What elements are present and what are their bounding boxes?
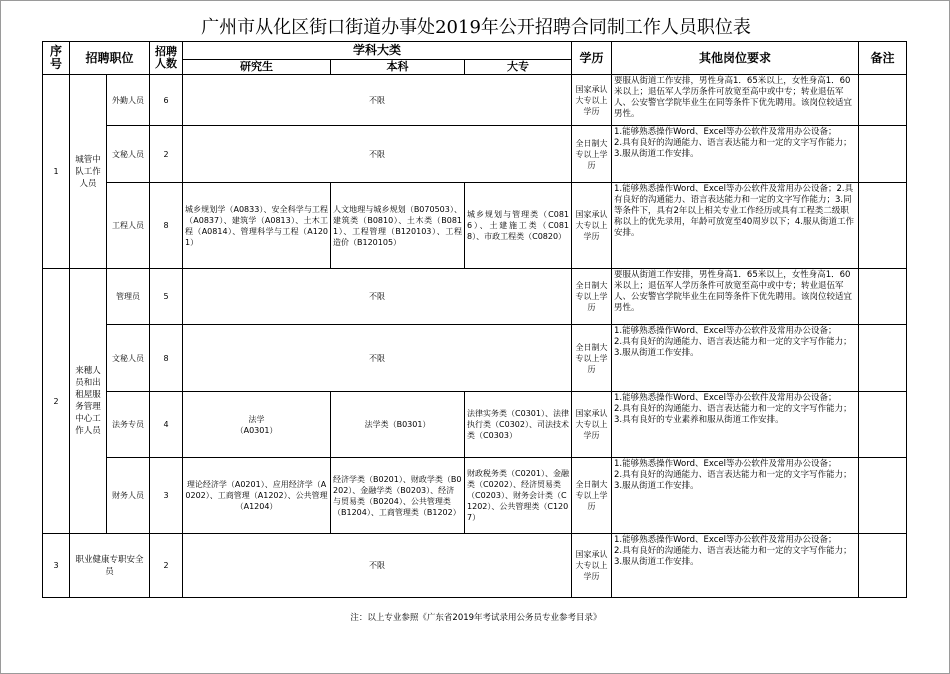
position-name: 外勤人员 xyxy=(107,75,150,126)
education-cell: 全日制大专以上学历 xyxy=(572,269,612,325)
requirements-cell: 1.能够熟悉操作Word、Excel等办公软件及常用办公设备； 2.具有良好的沟通能力、语言表达能力和一定的文字写作能力； 3.具有良好的专业素养和服从街道工作安排。 xyxy=(612,392,859,458)
position-count: 6 xyxy=(150,75,183,126)
header-requirements: 其他岗位要求 xyxy=(612,42,859,75)
subject-cell: 不限 xyxy=(183,75,572,126)
header-undergraduate: 本科 xyxy=(331,60,465,75)
position-name: 工程人员 xyxy=(107,183,150,269)
college-subject-cell: 城乡规划与管理类（C0816）、土建施工类（C0818）、市政工程类（C0820） xyxy=(465,183,572,269)
requirements-cell: 1.能够熟悉操作Word、Excel等办公软件及常用办公设备；2.具有良好的沟通能力、语言表达能力和一定的文字写作能力；3.同等条件下，具有2年以上相关专业工作经历或具有工程类二级职称以上的优先录用，年龄可放宽至40周岁以下；4.服从街道工作安排。 xyxy=(612,183,859,269)
remarks-cell xyxy=(859,392,907,458)
position-name: 管理员 xyxy=(107,269,150,325)
graduate-subject-cell: 法学 （A0301） xyxy=(183,392,331,458)
table-row xyxy=(43,325,907,392)
position-name: 文秘人员 xyxy=(107,325,150,392)
subject-cell: 不限 xyxy=(183,269,572,325)
graduate-subject-cell: 城乡规划学（A0833）、安全科学与工程（A0837）、建筑学（A0813）、土木工程（A0814）、管理科学与工程（A1201） xyxy=(183,183,331,269)
header-remarks: 备注 xyxy=(859,42,907,75)
remarks-cell xyxy=(859,458,907,534)
requirements-cell: 要服从街道工作安排，男性身高1．65米以上，女性身高1．60米以上；退伍军人学历条件可放宽至高中或中专；转业退伍军人、公安警官学院毕业生在同等条件下优先聘用。该岗位较适宜男性。 xyxy=(612,75,859,126)
group-category: 职业健康专职安全员 xyxy=(70,534,150,598)
position-name: 财务人员 xyxy=(107,458,150,534)
table-row xyxy=(43,183,907,269)
requirements-cell: 1.能够熟悉操作Word、Excel等办公软件及常用办公设备； 2.具有良好的沟通能力、语言表达能力和一定的文字写作能力； 3.服从街道工作安排。 xyxy=(612,534,859,598)
table-row xyxy=(43,534,907,598)
requirements-cell: 要服从街道工作安排，男性身高1．65米以上，女性身高1．60米以上；退伍军人学历条件可放宽至高中或中专；转业退伍军人、公安警官学院毕业生在同等条件下优先聘用。该岗位较适宜男性。 xyxy=(612,269,859,325)
table-row xyxy=(43,126,907,183)
document-title: 广州市从化区街口街道办事处2019年公开招聘合同制工作人员职位表 xyxy=(201,17,751,38)
remarks-cell xyxy=(859,269,907,325)
job-table xyxy=(42,41,907,598)
subject-cell: 不限 xyxy=(183,325,572,392)
college-subject-cell: 法律实务类（C0301）、法律执行类（C0302）、司法技术类（C0303） xyxy=(465,392,572,458)
undergraduate-subject-cell: 经济学类（B0201）、财政学类（B0202）、金融学类（B0203）、经济与贸易类（B0204）、公共管理类（B1204）、工商管理类（B1202） xyxy=(331,458,465,534)
undergraduate-subject-cell: 法学类（B0301） xyxy=(331,392,465,458)
position-count: 3 xyxy=(150,458,183,534)
position-name: 文秘人员 xyxy=(107,126,150,183)
position-count: 8 xyxy=(150,183,183,269)
requirements-cell: 1.能够熟悉操作Word、Excel等办公软件及常用办公设备； 2.具有良好的沟通能力、语言表达能力和一定的文字写作能力； 3.服从街道工作安排。 xyxy=(612,325,859,392)
graduate-subject-cell: 理论经济学（A0201）、应用经济学（A0202）、工商管理（A1202）、公共管理（A1204） xyxy=(183,458,331,534)
group-category: 城管中队工作人员 xyxy=(70,75,107,269)
subject-cell: 不限 xyxy=(183,534,572,598)
college-subject-cell: 财政税务类（C0201）、金融类（C0202）、经济贸易类（C0203）、财务会计类（C1202）、公共管理类（C1207） xyxy=(465,458,572,534)
education-cell: 国家承认大专以上学历 xyxy=(572,534,612,598)
education-cell: 国家承认大专以上学历 xyxy=(572,75,612,126)
education-cell: 全日制大专以上学历 xyxy=(572,126,612,183)
remarks-cell xyxy=(859,126,907,183)
header-graduate: 研究生 xyxy=(183,60,331,75)
header-position: 招聘职位 xyxy=(70,42,150,75)
education-cell: 全日制大专以上学历 xyxy=(572,458,612,534)
position-count: 2 xyxy=(150,534,183,598)
header-education: 学历 xyxy=(572,42,612,75)
requirements-cell: 1.能够熟悉操作Word、Excel等办公软件及常用办公设备； 2.具有良好的沟通能力、语言表达能力和一定的文字写作能力； 3.服从街道工作安排。 xyxy=(612,126,859,183)
remarks-cell xyxy=(859,325,907,392)
group-index: 1 xyxy=(43,75,70,269)
undergraduate-subject-cell: 人文地理与城乡规划（B070503）、建筑类（B0810）、土木类（B0811）、工程管理（B120103）、工程造价（B120105） xyxy=(331,183,465,269)
table-row xyxy=(43,458,907,534)
position-count: 2 xyxy=(150,126,183,183)
table-row xyxy=(43,392,907,458)
table-row xyxy=(43,269,907,325)
remarks-cell xyxy=(859,534,907,598)
remarks-cell xyxy=(859,75,907,126)
education-cell: 国家承认大专以上学历 xyxy=(572,183,612,269)
group-index: 3 xyxy=(43,534,70,598)
header-row xyxy=(43,42,907,60)
header-subject: 学科大类 xyxy=(183,42,572,60)
education-cell: 全日制大专以上学历 xyxy=(572,325,612,392)
position-count: 8 xyxy=(150,325,183,392)
footnote: 注：以上专业参照《广东省2019年考试录用公务员专业参考目录》 xyxy=(350,613,602,623)
position-count: 4 xyxy=(150,392,183,458)
requirements-cell: 1.能够熟悉操作Word、Excel等办公软件及常用办公设备； 2.具有良好的沟通能力、语言表达能力和一定的文字写作能力； 3.服从街道工作安排。 xyxy=(612,458,859,534)
header-college: 大专 xyxy=(465,60,572,75)
table-row xyxy=(43,75,907,126)
subject-cell: 不限 xyxy=(183,126,572,183)
group-category: 来穗人员和出租屋服务管理中心工作人员 xyxy=(70,269,107,534)
education-cell: 国家承认大专以上学历 xyxy=(572,392,612,458)
header-index: 序号 xyxy=(43,42,70,75)
remarks-cell xyxy=(859,183,907,269)
group-index: 2 xyxy=(43,269,70,534)
position-count: 5 xyxy=(150,269,183,325)
position-name: 法务专员 xyxy=(107,392,150,458)
header-count: 招聘人数 xyxy=(150,42,183,75)
